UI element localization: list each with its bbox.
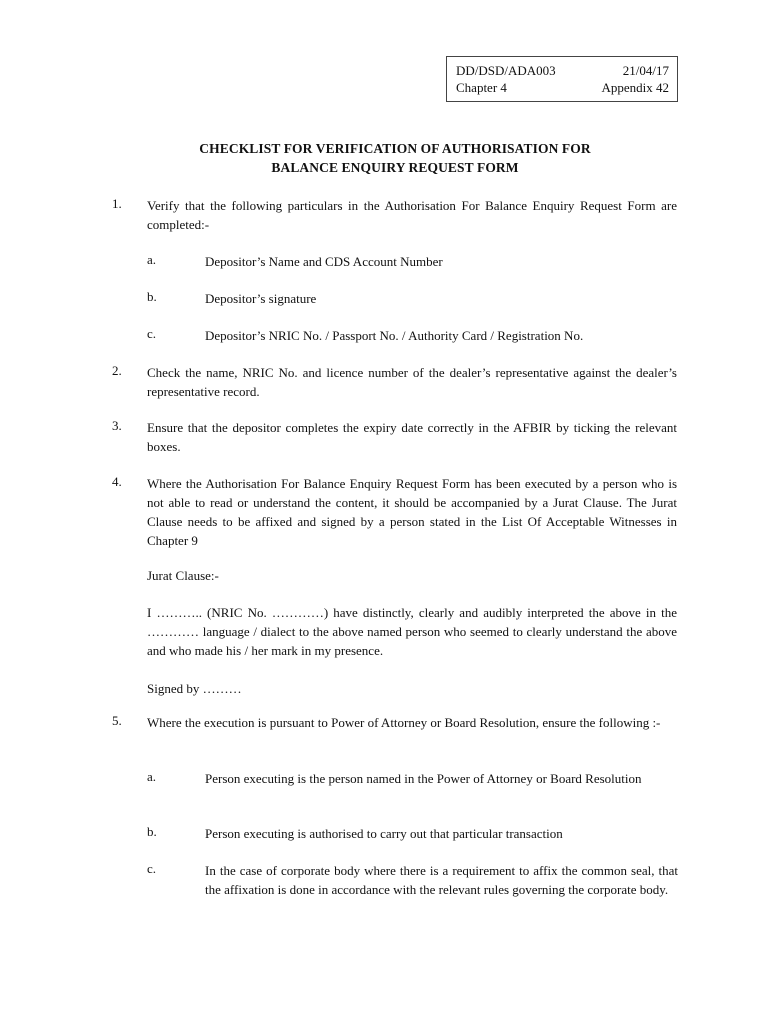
document-reference-box (446, 56, 678, 102)
sub-item-text: Depositor’s Name and CDS Account Number (205, 254, 443, 269)
item-text: Verify that the following particulars in the Authorisation For Balance Enquiry Request Form are completed:- (147, 198, 677, 232)
item-text: Where the execution is pursuant to Power of Attorney or Board Resolution, ensure the following :- (147, 715, 661, 730)
sub-item-text: Person executing is the person named in the Power of Attorney or Board Resolution (205, 771, 642, 786)
sub-item-letter: c. (147, 326, 157, 341)
item-number: 3. (112, 418, 122, 433)
item-number: 2. (112, 363, 122, 378)
sub-item-text: Person executing is authorised to carry out that particular transaction (205, 826, 563, 841)
item-number: 4. (112, 474, 122, 489)
page-title-line-2: BALANCE ENQUIRY REQUEST FORM (271, 160, 519, 175)
item-text: Where the Authorisation For Balance Enquiry Request Form has been executed by a person who is not able to read or understand the content, it should be accompanied by a Jurat Clause. The Jurat Clause needs to be affixed and signed by a person stated in the List Of Acceptable Witnesses in Chapter 9 (147, 476, 677, 548)
sub-item-letter: b. (147, 289, 157, 304)
ref-code: DD/DSD/ADA003 (456, 63, 556, 78)
ref-date: 21/04/17 (622, 63, 669, 78)
ref-chapter: Chapter 4 (456, 80, 507, 95)
sub-item-text: In the case of corporate body where there is a requirement to affix the common seal, that the affixation is done in accordance with the relevant rules governing the corporate body. (205, 863, 678, 897)
sub-item-text: Depositor’s NRIC No. / Passport No. / Authority Card / Registration No. (205, 328, 584, 343)
item-text: Ensure that the depositor completes the expiry date correctly in the AFBIR by ticking the relevant boxes. (147, 420, 677, 454)
page-title-line-1: CHECKLIST FOR VERIFICATION OF AUTHORISATION FOR (199, 141, 591, 156)
signed-by-line: Signed by ……… (147, 681, 242, 696)
sub-item-letter: a. (147, 769, 157, 784)
sub-item-letter: b. (147, 824, 157, 839)
item-number: 1. (112, 196, 122, 211)
sub-item-letter: a. (147, 252, 157, 267)
item-text: Check the name, NRIC No. and licence number of the dealer’s representative against the dealer’s representative record. (147, 365, 677, 399)
jurat-clause-label: Jurat Clause:- (147, 568, 219, 583)
sub-item-letter: c. (147, 861, 157, 876)
sub-item-text: Depositor’s signature (205, 291, 317, 306)
item-number: 5. (112, 713, 122, 728)
ref-appendix: Appendix 42 (601, 80, 669, 95)
jurat-clause-text: I ……….. (NRIC No. …………) have distinctly, clearly and audibly interpreted the above in the ………… language / dialect to the above named person who seemed to clearly understand the above and who made his / her mark in my presence. (147, 605, 677, 658)
